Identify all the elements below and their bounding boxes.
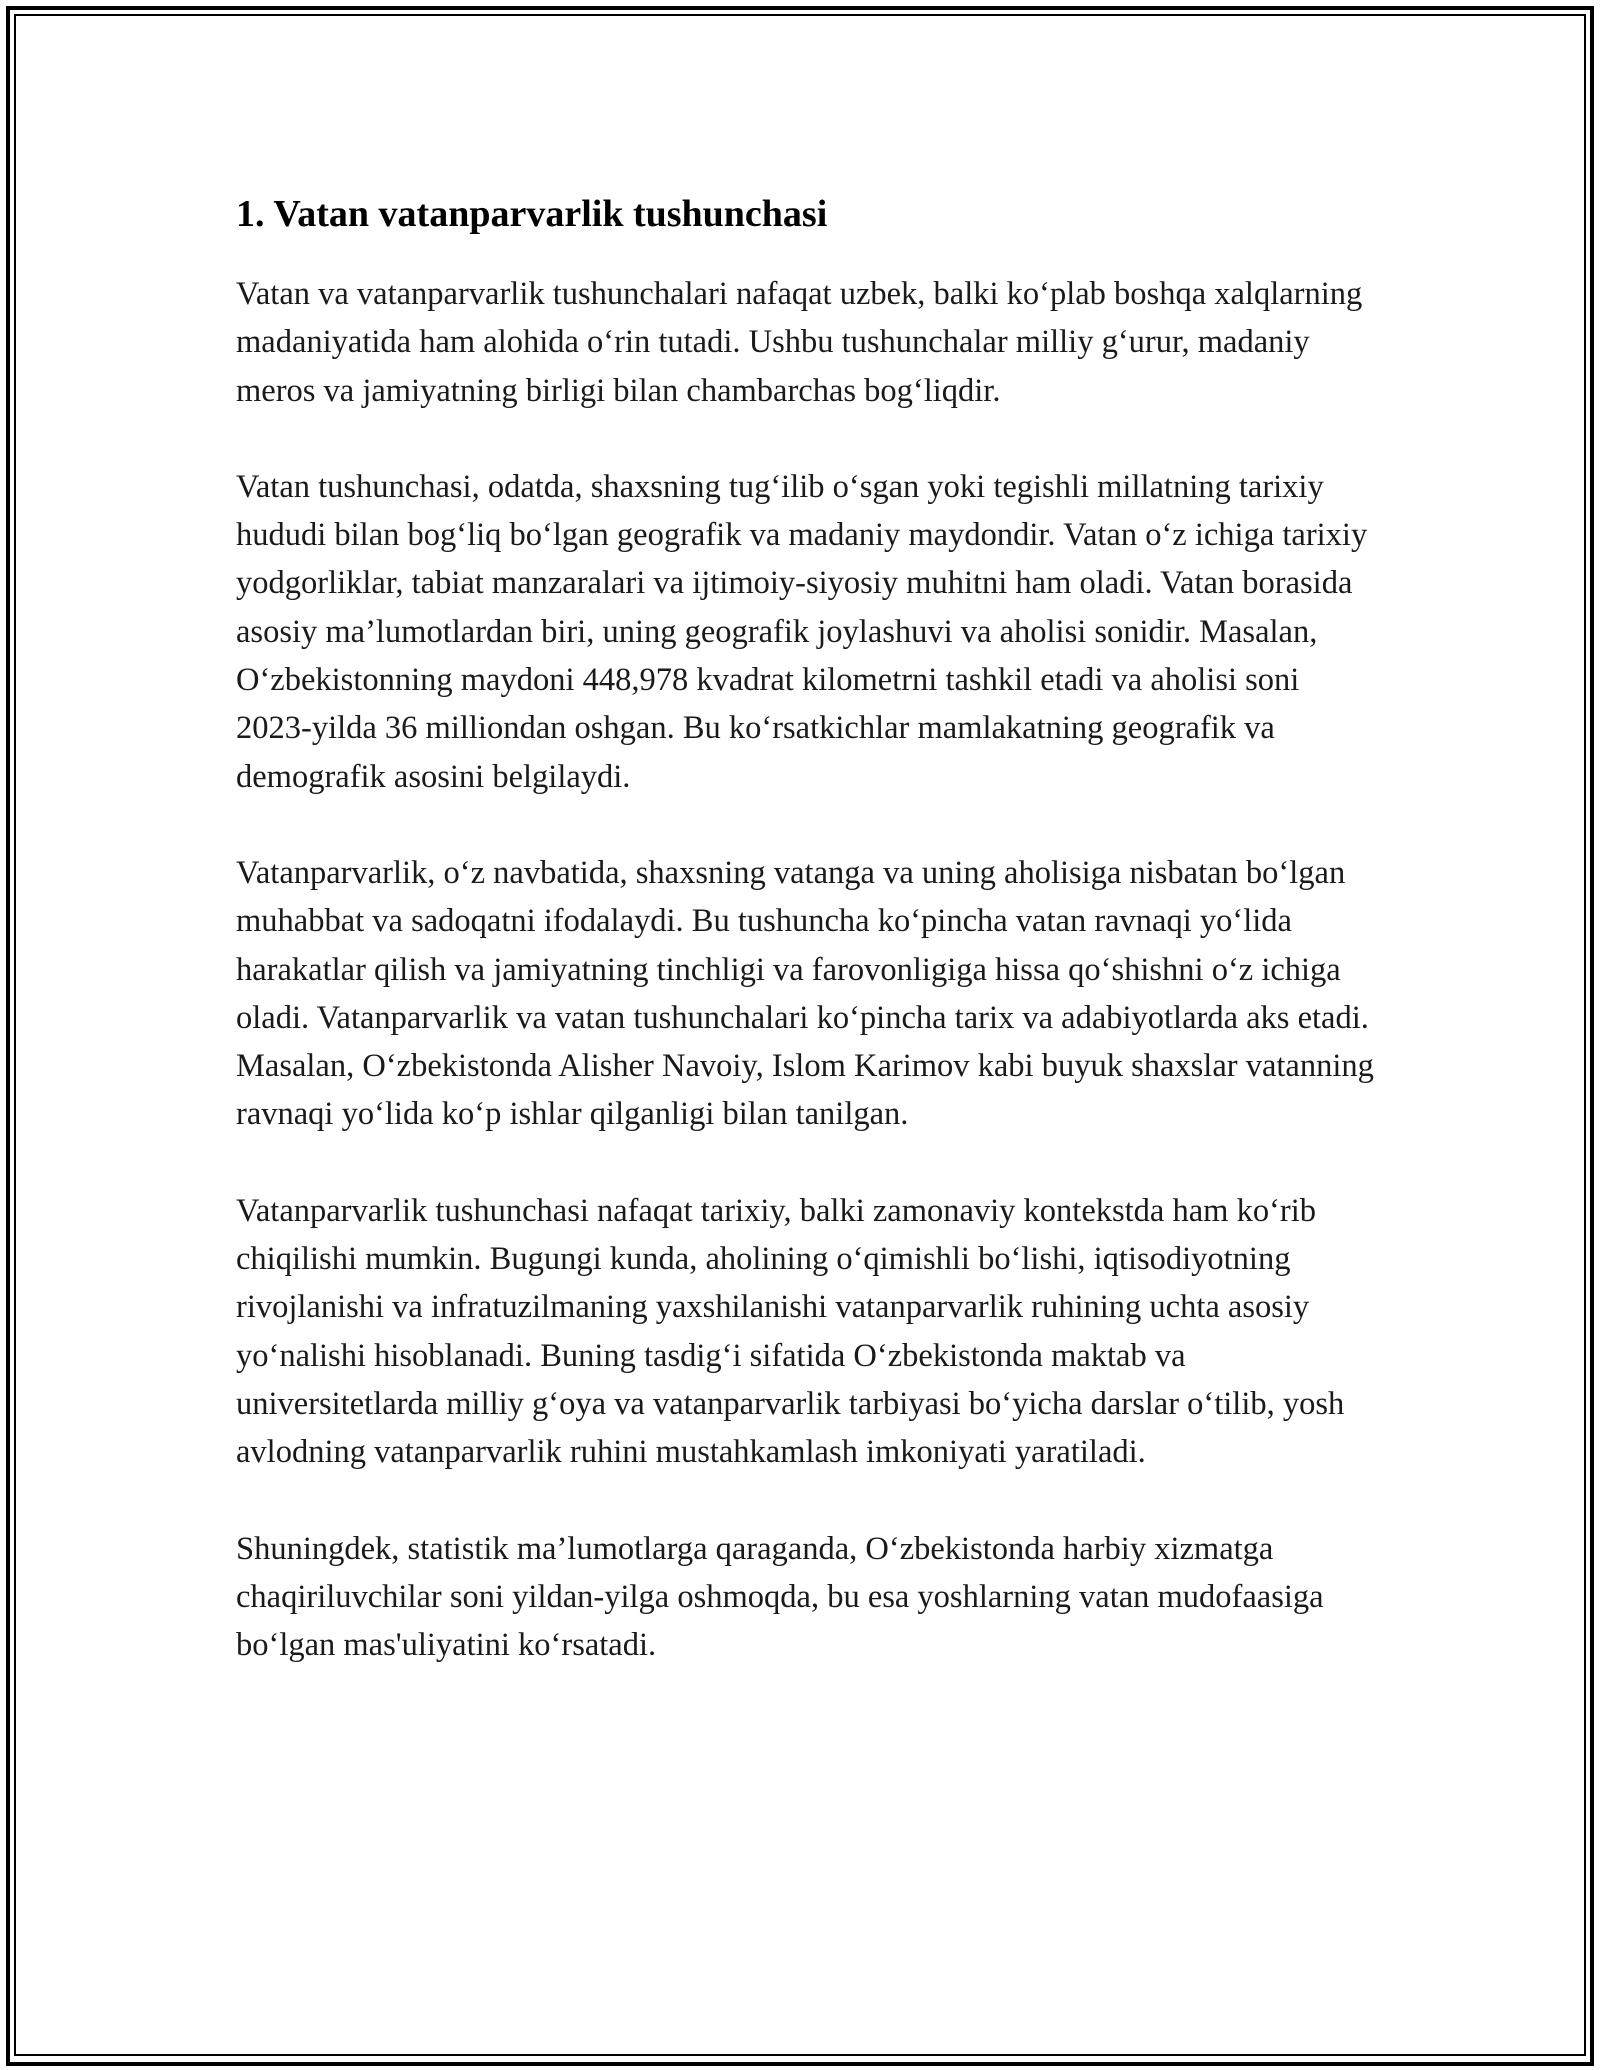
paragraph-vatanparvarlik: Vatanparvarlik, o‘z navbatida, shaxsning vatanga va uning aholisiga nisbatan bo‘lgan muhabbat va sadoqatni ifodalaydi. Bu tushuncha ko‘pincha vatan ravnaqi yo‘lida harakatlar qilish va jamiyatning tinchligi va farovonligiga hissa qo‘shishni o‘z ichiga oladi. Vatanparvarlik va vatan tushunchalari ko‘pincha tarix va adabiyotlarda aks etadi. Masalan, O‘zbekistonda Alisher Navoiy, Islom Karimov kabi buyuk shaxslar vatanning ravnaqi yo‘lida ko‘p ishlar qilganligi bilan tanilgan. (236, 854, 1374, 1133)
document-body (236, 186, 1376, 1717)
paragraph-statistics: Shuningdek, statistik ma’lumotlarga qaraganda, O‘zbekistonda harbiy xizmatga chaqiriluvchilar soni yildan-yilga oshmoqda, bu esa yoshlarning vatan mudofaasiga bo‘lgan mas'uliyatini ko‘rsatadi. (236, 1530, 1324, 1664)
paragraph-vatan-concept: Vatan tushunchasi, odatda, shaxsning tug‘ilib o‘sgan yoki tegishli millatning tarixiy hududi bilan bog‘liq bo‘lgan geografik va madaniy maydondir. Vatan o‘z ichiga tarixiy yodgorliklar, tabiat manzaralari va ijtimoiy-siyosiy muhitni ham oladi. Vatan borasida asosiy ma’lumotlardan biri, uning geografik joylashuvi va aholisi sonidir. Masalan, O‘zbekistonning maydoni 448,978 kvadrat kilometrni tashkil etadi va aholisi soni 2023-yilda 36 milliondan oshgan. Bu ko‘rsatkichlar mamlakatning geografik va demografik asosini belgilaydi. (236, 468, 1368, 795)
paragraph-intro: Vatan va vatanparvarlik tushunchalari nafaqat uzbek, balki ko‘plab boshqa xalqlarning madaniyatida ham alohida o‘rin tutadi. Ushbu tushunchalar milliy g‘urur, madaniy meros va jamiyatning birligi bilan chambarchas bog‘liqdir. (236, 276, 1363, 409)
paragraph-modern-context: Vatanparvarlik tushunchasi nafaqat tarixiy, balki zamonaviy kontekstda ham ko‘rib chiqilishi mumkin. Bugungi kunda, aholining o‘qimishli bo‘lishi, iqtisodiyotning rivojlanishi va infratuzilmaning yaxshilanishi vatanparvarlik ruhining uchta asosiy yo‘nalishi hisoblanadi. Buning tasdig‘i sifatida O‘zbekistonda maktab va universitetlarda milliy g‘oya va vatanparvarlik tarbiyasi bo‘yicha darslar o‘tilib, yosh avlodning vatanparvarlik ruhini mustahkamlash imkoniyati yaratiladi. (236, 1192, 1345, 1471)
section-heading: 1. Vatan vatanparvarlik tushunchasi (236, 193, 828, 235)
